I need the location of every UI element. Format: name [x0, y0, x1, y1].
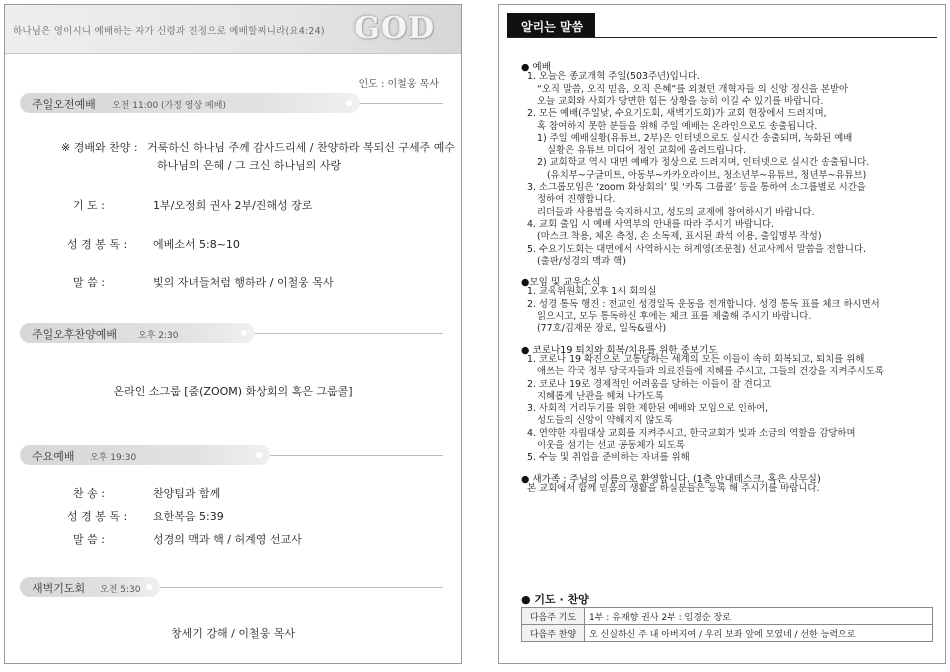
table-cell-key: 다음주 기도	[522, 608, 585, 625]
header-banner	[5, 5, 461, 54]
afternoon-note: 온라인 소그룹 [줌(ZOOM) 화상회의 혹은 그룹콜]	[113, 385, 353, 398]
section-sunday-afternoon	[20, 323, 443, 343]
title-underline	[507, 37, 937, 38]
section-title: 새벽기도회	[32, 582, 86, 595]
section-title: 주일오후찬양예배	[32, 328, 118, 341]
section-divider	[255, 333, 443, 334]
section-time: 오후 19:30	[90, 453, 137, 463]
announcement-heading: ● 새가족 : 주님의 이름으로 환영합니다. (1층 안내데스크, 혹은 사무실)	[521, 473, 821, 485]
announcement-heading: ● 예배	[521, 62, 551, 73]
row-value: 거룩하신 하나님 주께 감사드리세 / 찬양하라 복되신 구세주 예수	[147, 141, 455, 154]
row-label: 말 씀 :	[73, 533, 105, 546]
section-title: 수요예배	[32, 450, 75, 463]
table-cell-value: 1부 : 유재향 권사 2부 : 임경순 장로	[585, 608, 933, 625]
announcement-line: 1. 코로나 19 확진으로 고통당하는 세계의 모든 이들이 속히 회복되고, 퇴치를 위해	[527, 353, 865, 365]
prayer-section-title: ● 기도 · 찬양	[521, 593, 589, 606]
row-label: 기 도 :	[73, 199, 105, 212]
table-cell-value: 오 신실하신 주 내 아버지여 / 우리 보좌 앞에 모였네 / 선한 능력으로	[585, 625, 933, 642]
announcement-line: 오늘 교회와 사회가 당면한 힘든 상황을 능히 이길 수 있기를 바랍니다.	[537, 95, 824, 107]
row-value: 찬양팀과 함께	[153, 487, 221, 500]
announcement-line: 2. 모든 예배(주일낮, 수요기도회, 새벽기도회)가 교회 현장에서 드려지며,	[527, 108, 827, 120]
announcement-line: “오직 말씀, 오직 믿음, 오직 은혜”를 외쳤던 개혁자들 의 신앙 정신을 본받아	[537, 83, 849, 95]
announcement-line: 4. 교회 출입 시 예배 사역부의 안내를 따라 주시기 바랍니다.	[527, 218, 775, 230]
announcement-line: 1) 주일 예배실황(유튜브, 2부)은 인터넷으로도 실시간 송출되며, 녹화된 예배	[537, 132, 853, 144]
row-value: 하나님의 은혜 / 그 크신 하나님의 사랑	[157, 159, 342, 172]
god-logo: GOD	[354, 11, 435, 46]
announcements-panel	[498, 4, 946, 664]
row-label: 찬 송 :	[73, 487, 105, 500]
announcement-line: 5. 수요기도회는 대면에서 사역하시는 허계영(조문철) 선교사께서 말씀을 전합니다.	[527, 243, 866, 255]
announcement-heading: ● 코로나19 퇴치와 회복/치유를 위한 중보기도	[521, 344, 718, 356]
section-divider	[360, 103, 443, 104]
section-title: 주일오전예배	[32, 98, 96, 111]
section-divider	[270, 455, 443, 456]
announcement-line: 2. 코로나 19로 경제적인 어려움을 당하는 이들이 잘 견디고	[527, 378, 771, 390]
announcement-line: 애쓰는 각국 정부 당국자들과 의료진들에 지혜를 주시고, 그들의 건강을 지켜주시도록	[537, 366, 884, 378]
banner-verse: 하나님은 영이시니 예배하는 자가 신령과 진정으로 예배할찌니라(요4:24)	[13, 26, 325, 37]
announcement-line: 1. 교육위원회, 오후 1시 회의실	[527, 286, 657, 298]
section-sunday-morning	[20, 93, 443, 113]
announcements-title-bar	[507, 13, 595, 37]
row-value: 에베소서 5:8~10	[153, 238, 240, 251]
worship-order-panel	[4, 4, 462, 664]
announcement-line: 지혜롭게 난관을 헤쳐 나가도록	[537, 390, 664, 402]
announcement-line: 본 교회에서 함께 믿음의 생활을 하실분들은 등록 해 주시기를 바랍니다.	[527, 482, 820, 494]
row-label: 성 경 봉 독 :	[67, 510, 128, 523]
pill-dot	[256, 452, 262, 458]
row-label: ※ 경배와 찬양 :	[61, 141, 138, 154]
section-time: 오전 11:00 (가정 영상 예배)	[112, 101, 226, 111]
announcement-line: 1. 오늘은 종교개혁 주일(503주년)입니다.	[527, 71, 700, 83]
announcement-line: 성도들의 신앙이 약해지지 않도록	[537, 415, 673, 427]
announcement-line: (77호/김재문 장로, 일독&필사)	[537, 323, 667, 335]
announcement-line: 3. 소그룹모임은 ‘zoom 화상회의’ 및 ‘카톡 그룹콜’ 등을 통하여 소그룹별로 시간을	[527, 182, 866, 193]
pill-dot	[146, 584, 152, 590]
announcement-line: 2. 성경 통독 행진 : 전교인 성경일독 운동을 전개합니다. 성경 통독 표를 체크 하시면서	[527, 298, 880, 310]
announcement-line: 정하여 진행합니다.	[537, 194, 616, 206]
pill-dot	[241, 330, 247, 336]
worship-leader: 인도 : 이철웅 목사	[358, 79, 439, 90]
announcement-line: 2) 교회학교 역시 대면 예배가 정상으로 드려지며, 인터넷으로 실시간 송출됩니다.	[537, 157, 870, 169]
announcement-line: (유치부~구글미트, 아동부~카카오라이브, 청소년부~유튜브, 청년부~유튜브)	[547, 169, 867, 181]
row-value: 성경의 맥과 핵 / 허계영 선교사	[153, 533, 302, 546]
announcements-title: 알리는 말씀	[521, 20, 584, 34]
announcement-line: 리더들과 사용법을 숙지하시고, 성도의 교제에 참여하시기 바랍니다.	[537, 206, 815, 218]
table-row	[522, 608, 933, 625]
dawn-note: 창세기 강해 / 이철웅 목사	[171, 627, 295, 640]
announcement-line: 혹 참여하지 못한 분들을 위해 주일 예배는 온라인으로도 송출됩니다.	[537, 120, 818, 132]
announcement-heading: ●모임 및 교우소식	[521, 277, 601, 289]
announcement-line: 4. 연약한 자립대상 교회를 지켜주시고, 한국교회가 빛과 소금의 역할을 감당하며	[527, 427, 856, 439]
row-value: 1부/오정희 권사 2부/진해성 장로	[153, 199, 313, 212]
prayer-table	[521, 607, 933, 642]
row-value: 요한복음 5:39	[153, 510, 224, 523]
announcement-line: (마스크 착용, 체온 측정, 손 소독제, 표시된 좌석 이용, 출입명부 작성)	[537, 231, 822, 243]
section-time: 오후 2:30	[138, 331, 179, 341]
section-divider	[160, 587, 443, 588]
announcement-line: 실황은 유튜브 미디어 정인 교회에 올려드립니다.	[547, 145, 747, 157]
announcement-line: 읽으시고, 모두 통독하신 후에는 체크 표를 제출해 주시기 바랍니다.	[537, 311, 812, 322]
table-cell-key: 다음주 찬양	[522, 625, 585, 642]
row-label: 성 경 봉 독 :	[67, 238, 128, 251]
pill-dot	[346, 100, 352, 106]
announcement-line: (출판/성경의 맥과 핵)	[537, 255, 626, 267]
section-dawn	[20, 577, 443, 597]
announcement-line: 3. 사회적 거리두기를 위한 제한된 예배와 모임으로 인하여,	[527, 403, 769, 415]
table-row	[522, 625, 933, 642]
section-time: 오전 5:30	[100, 585, 141, 595]
row-label: 말 씀 :	[73, 276, 105, 289]
announcement-line: 이웃을 섬기는 선교 공동체가 되도록	[537, 440, 685, 451]
section-wednesday	[20, 445, 443, 465]
announcement-line: 5. 수능 및 취업을 준비하는 자녀를 위해	[527, 452, 690, 464]
row-value: 빛의 자녀들처럼 행하라 / 이철웅 목사	[153, 276, 334, 289]
